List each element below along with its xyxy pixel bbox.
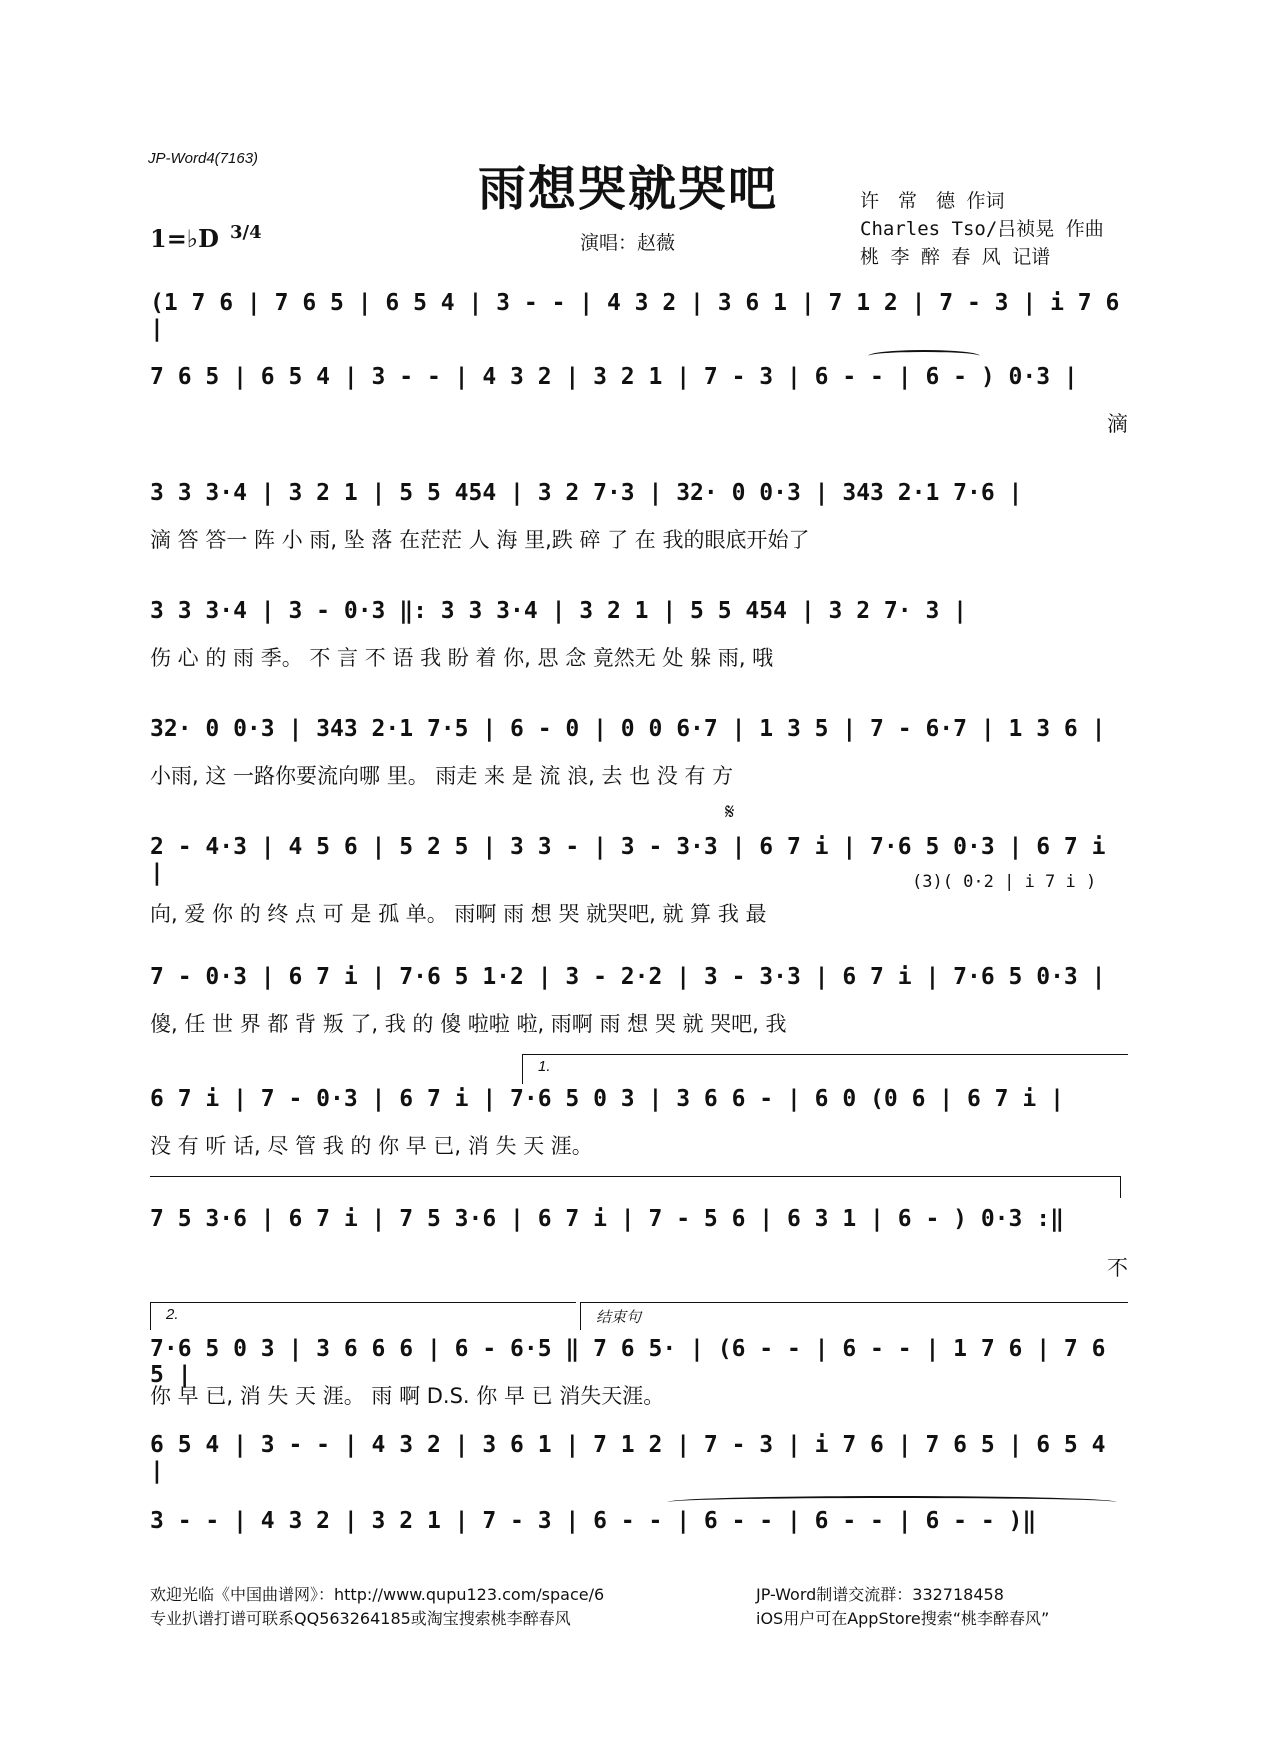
score-row-7 xyxy=(150,964,1128,1036)
notation: 7·6 5 0 3 | 3 6 6 6 | 6 - 6·5 ‖ 7 6 5· | (6 - - | 6 - - | 1 7 6 | 7 6 5 | xyxy=(150,1336,1106,1388)
lyric-line: 你 早 已, 消 失 天 涯。 雨 啊 D.S. 你 早 已 消失天涯。 xyxy=(150,1384,665,1408)
volta-2-edge xyxy=(150,1302,151,1330)
key-signature: 1=♭D xyxy=(150,224,219,253)
notation: 3 3 3·4 | 3 2 1 | 5 5 454 | 3 2 7·3 | 32· 0 0·3 | 343 2·1 7·6 | xyxy=(150,480,1023,506)
footer-contact-line: 专业扒谱打谱可联系QQ563264185或淘宝搜索桃李醉春风 xyxy=(150,1609,571,1628)
lyric-line: 傻, 任 世 界 都 背 叛 了, 我 的 傻 啦啦 啦, 雨啊 雨 想 哭 就 哭吧, 我 xyxy=(150,1012,787,1036)
software-label: JP-Word4(7163) xyxy=(148,150,259,167)
lyric-line: 没 有 听 话, 尽 管 我 的 你 早 已, 消 失 天 涯。 xyxy=(150,1134,593,1158)
singer-credit: 演唱：赵薇 xyxy=(580,232,676,254)
notation: 7 - 0·3 | 6 7 i | 7·6 5 1·2 | 3 - 2·2 | 3 - 3·3 | 6 7 i | 7·6 5 0·3 | xyxy=(150,964,1106,990)
score-row-10 xyxy=(150,1336,1128,1408)
coda-edge xyxy=(580,1302,581,1330)
score-row-2 xyxy=(150,364,1128,436)
footer-site-line: 欢迎光临《中国曲谱网》：http://www.qupu123.com/space/6 xyxy=(150,1585,605,1604)
notation: 6 5 4 | 3 - - | 4 3 2 | 3 6 1 | 7 1 2 | 7 - 3 | i 7 6 | 7 6 5 | 6 5 4 | xyxy=(150,1432,1106,1484)
notation: 2 - 4·3 | 4 5 6 | 5 2 5 | 3 3 - | 3 - 3·3 | 6 7 i | 7·6 5 0·3 | 6 7 i | xyxy=(150,834,1106,886)
volta-1-bracket xyxy=(522,1054,1128,1055)
lyric-line: 小雨, 这 一路你要流向哪 里。 雨走 来 是 流 浪, 去 也 没 有 方 xyxy=(150,764,734,788)
score-row-4 xyxy=(150,598,1128,670)
score-row-5 xyxy=(150,716,1128,788)
alternate-notes: (3)( 0·2 | i 7 i ) xyxy=(912,872,1097,892)
time-signature: 3/4 xyxy=(230,222,262,243)
volta-2-label: 2. xyxy=(166,1306,179,1323)
transcriber-credit: 桃 李 醉 春 风 记谱 xyxy=(860,246,1051,268)
lyric-line: 不 xyxy=(1107,1256,1128,1280)
notation: 3 - - | 4 3 2 | 3 2 1 | 7 - 3 | 6 - - | 6 - - | 6 - - | 6 - - )‖ xyxy=(150,1508,1037,1534)
lyric-line: 滴 xyxy=(1107,412,1128,436)
lyric-line: 伤 心 的 雨 季。 不 言 不 语 我 盼 着 你, 思 念 竟然无 处 躲 雨, 哦 xyxy=(150,646,774,670)
score-row-9 xyxy=(150,1206,1128,1280)
coda-bracket xyxy=(580,1302,1128,1303)
score-row-12 xyxy=(150,1508,1128,1548)
lyricist-credit: 许 常 德 作词 xyxy=(860,190,1005,212)
notation: 32· 0 0·3 | 343 2·1 7·5 | 6 - 0 | 0 0 6·7 | 1 3 5 | 7 - 6·7 | 1 3 6 | xyxy=(150,716,1106,742)
lyric-line: 向, 爱 你 的 终 点 可 是 孤 单。 雨啊 雨 想 哭 就哭吧, 就 算 我 最 xyxy=(150,902,767,926)
score-row-11 xyxy=(150,1432,1128,1484)
tie-mark xyxy=(868,350,980,362)
composer-credit: Charles Tso/吕祯晃 作曲 xyxy=(860,218,1104,240)
notation: 7 5 3·6 | 6 7 i | 7 5 3·6 | 6 7 i | 7 - 5 6 | 6 3 1 | 6 - ) 0·3 :‖ xyxy=(150,1206,1064,1232)
score-row-8 xyxy=(150,1086,1128,1158)
song-title: 雨想哭就哭吧 xyxy=(478,161,779,217)
volta-1-edge xyxy=(522,1054,523,1084)
lyric-line: 滴 答 答一 阵 小 雨, 坠 落 在茫茫 人 海 里,跌 碎 了 在 我的眼底开始了 xyxy=(150,528,810,552)
footer-appstore-line: iOS用户可在AppStore搜索“桃李醉春风” xyxy=(756,1609,1050,1628)
score-row-1 xyxy=(150,290,1128,342)
volta-1-label: 1. xyxy=(538,1058,551,1075)
volta-2-bracket xyxy=(150,1302,576,1303)
footer-group-line: JP-Word制谱交流群：332718458 xyxy=(756,1585,1004,1604)
ending-label: 结束句 xyxy=(596,1309,642,1326)
volta-1-end xyxy=(1120,1176,1121,1198)
tie-mark xyxy=(668,1496,1116,1508)
notation: (1 7 6 | 7 6 5 | 6 5 4 | 3 - - | 4 3 2 | 3 6 1 | 7 1 2 | 7 - 3 | i 7 6 | xyxy=(150,290,1120,342)
score-row-3 xyxy=(150,480,1128,552)
segno-mark: 𝄋 xyxy=(725,800,735,825)
notation: 6 7 i | 7 - 0·3 | 6 7 i | 7·6 5 0 3 | 3 6 6 - | 6 0 (0 6 | 6 7 i | xyxy=(150,1086,1064,1112)
notation: 3 3 3·4 | 3 - 0·3 ‖: 3 3 3·4 | 3 2 1 | 5 5 454 | 3 2 7· 3 | xyxy=(150,598,967,624)
notation: 7 6 5 | 6 5 4 | 3 - - | 4 3 2 | 3 2 1 | 7 - 3 | 6 - - | 6 - ) 0·3 | xyxy=(150,364,1078,390)
volta-1-continuation xyxy=(150,1176,1120,1177)
